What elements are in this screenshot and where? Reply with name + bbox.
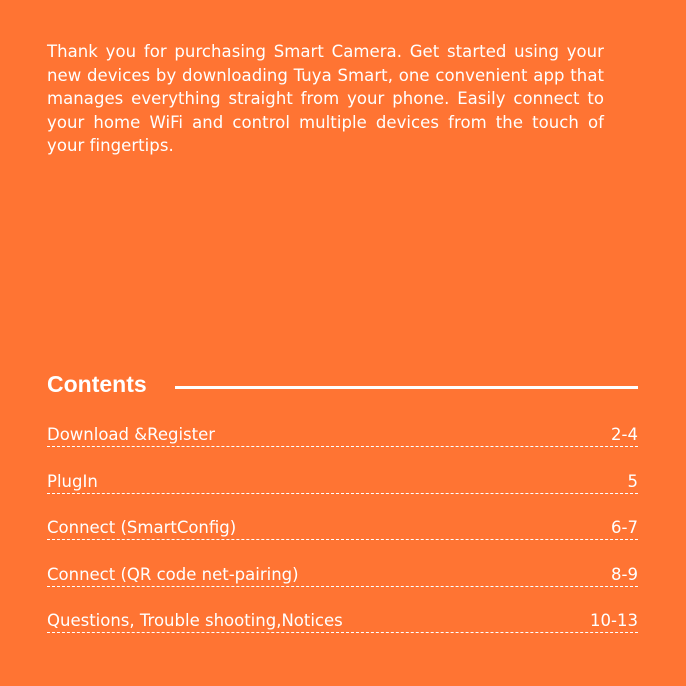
toc-dotted-leader (47, 632, 638, 633)
toc-entry-connect-qr-code[interactable] (47, 562, 638, 609)
table-of-contents (47, 422, 638, 655)
contents-header (47, 370, 638, 402)
contents-title: Contents (47, 371, 147, 397)
toc-entry-connect-smartconfig[interactable] (47, 515, 638, 562)
toc-entry-questions-troubleshooting[interactable] (47, 608, 638, 655)
toc-entry-label: Questions, Trouble shooting,Notices (47, 611, 343, 630)
toc-dotted-leader (47, 493, 638, 494)
toc-entry-download-register[interactable] (47, 422, 638, 469)
toc-dotted-leader (47, 446, 638, 447)
toc-dotted-leader (47, 586, 638, 587)
toc-entry-page: 6-7 (611, 518, 638, 537)
contents-divider (175, 386, 638, 389)
toc-entry-label: Download &Register (47, 425, 216, 444)
toc-entry-label: Connect (QR code net-pairing) (47, 564, 299, 584)
toc-entry-page: 8-9 (611, 564, 638, 584)
toc-entry-page: 10-13 (590, 611, 638, 630)
intro-paragraph: Thank you for purchasing Smart Camera. Get started using your new devices by downloading Tuya Smart, one convenient app that manages everything straight from your phone. Easily connect to your home WiFi and control multiple devices from the touch of your fingertips. (47, 42, 604, 155)
toc-entry-label: Connect (SmartConfig) (47, 518, 237, 537)
toc-dotted-leader (47, 539, 638, 540)
toc-entry-label: PlugIn (47, 471, 98, 491)
toc-entry-plugin[interactable] (47, 469, 638, 516)
toc-entry-page: 2-4 (611, 425, 638, 444)
toc-entry-page: 5 (627, 471, 638, 491)
